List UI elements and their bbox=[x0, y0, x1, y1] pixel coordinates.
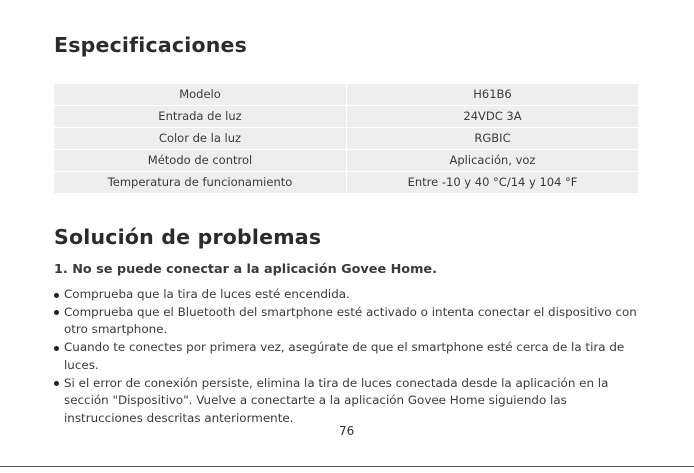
spec-value: Aplicación, voz bbox=[347, 150, 638, 171]
list-item-text: Comprueba que la tira de luces esté encendida. bbox=[64, 287, 350, 301]
list-item-text: Comprueba que el Bluetooth del smartphone esté activado o intenta conectar el dispositivo con otro smartphone. bbox=[64, 304, 637, 337]
list-item bbox=[54, 375, 644, 428]
list-item-text: Cuando te conectes por primera vez, asegúrate de que el smartphone esté cerca de la tira de luces. bbox=[64, 340, 625, 372]
bullet-icon bbox=[54, 346, 59, 351]
table-row bbox=[54, 150, 638, 171]
table-row bbox=[54, 106, 638, 127]
spec-value: H61B6 bbox=[347, 84, 638, 105]
list-item bbox=[54, 304, 644, 339]
bullet-icon bbox=[54, 310, 59, 315]
list-item bbox=[54, 286, 644, 304]
bullet-icon bbox=[54, 381, 59, 386]
table-row bbox=[54, 84, 638, 105]
specifications-table bbox=[54, 83, 638, 194]
spec-value: RGBIC bbox=[347, 128, 638, 149]
page-number: 76 bbox=[339, 424, 355, 438]
troubleshooting-question: 1. No se puede conectar a la aplicación Govee Home. bbox=[54, 262, 437, 277]
spec-label: Modelo bbox=[54, 84, 347, 105]
list-item-text: Si el error de conexión persiste, elimina la tira de luces conectada desde la aplicación en la sección "Dispositivo". Vuelve a conectarte a la aplicación Govee Home siguiendo las instrucciones descritas anteriormente. bbox=[64, 375, 609, 425]
spec-value: 24VDC 3A bbox=[347, 106, 638, 127]
table-row bbox=[54, 172, 638, 193]
spec-label: Temperatura de funcionamiento bbox=[54, 172, 347, 193]
spec-label: Entrada de luz bbox=[54, 106, 347, 127]
list-item bbox=[54, 339, 644, 374]
spec-label: Color de la luz bbox=[54, 128, 347, 149]
table-row bbox=[54, 128, 638, 149]
specifications-heading: Especificaciones bbox=[54, 33, 248, 57]
spec-value: Entre -10 y 40 °C/14 y 104 °F bbox=[347, 172, 638, 193]
spec-label: Método de control bbox=[54, 150, 347, 171]
bullet-icon bbox=[54, 293, 59, 298]
footer-divider bbox=[0, 466, 694, 467]
troubleshooting-list bbox=[54, 286, 644, 428]
troubleshooting-heading: Solución de problemas bbox=[54, 225, 322, 249]
